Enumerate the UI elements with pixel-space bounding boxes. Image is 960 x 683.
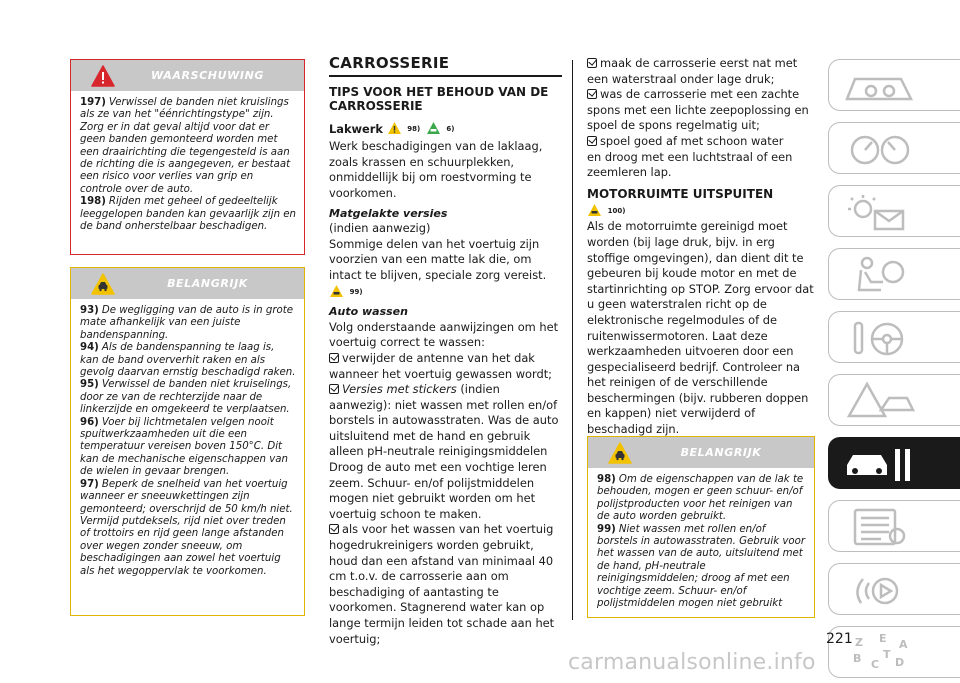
bullet-text: spoel goed af met schoon water bbox=[600, 133, 784, 148]
car-caution-icon bbox=[587, 203, 602, 217]
important-item bbox=[80, 417, 296, 479]
motor-title: MOTORRUIMTE UITSPUITEN bbox=[587, 186, 774, 201]
warning-lights-message-icon bbox=[841, 191, 931, 233]
matgelakte-label: Matgelakte versies bbox=[329, 206, 448, 220]
instrument-gauges-icon bbox=[841, 128, 931, 170]
matgelakte-text: Sommige delen van het voertuig zijn voorzien van een matte lak die, om intact te blijven, speciale zorg vereist. bbox=[329, 236, 547, 282]
lakwerk-label: Lakwerk bbox=[329, 121, 383, 136]
middle-column bbox=[329, 56, 562, 647]
autowassen-intro: Volg onderstaande aanwijzingen om het voertuig correct te wassen: bbox=[329, 319, 559, 350]
technical-data-icon bbox=[841, 506, 931, 548]
svg-text:B: B bbox=[853, 652, 862, 665]
item-number: 98) bbox=[597, 474, 616, 485]
item-text: Beperk de snelheid van het voertuig wanneer er sneeuwkettingen zijn gemonteerd; overschrijd de 50 km/h niet. Vermijd putdeksels, rijd niet over treden of trottoirs en rijd geen lange afstanden over wegen zonder sneeuw, om beschadigingen aan zowel het voertuig als het wegoppervlak te voorkomen. bbox=[80, 478, 293, 577]
svg-text:D: D bbox=[895, 656, 905, 669]
item-text: Niet wassen met rollen en/of borstels in autowasstraten. Gebruik voor het wassen van de auto, uitsluitend met de hand, pH-neutrale reinigingsmiddelen; droog af met een vochtige zeem. Schuur- en/of polijstmiddelen mogen niet gebruikt bbox=[597, 523, 806, 610]
item-text: Verwissel de banden niet kruislings als ze van het "éénrichtingstype" zijn. Zorg er in dat geval altijd voor dat er geen banden gemonteerd worden met een draairichting die tegengesteld is aan de richting die is aangegeven, er bestaat een risico voor verlies van grip en controle over de auto. bbox=[80, 97, 291, 195]
nav-tab-driving[interactable] bbox=[828, 311, 960, 363]
svg-text:Z: Z bbox=[855, 636, 863, 649]
reference-number: 100) bbox=[607, 206, 626, 215]
bullet-item bbox=[329, 351, 562, 382]
reference-number: 99) bbox=[349, 287, 363, 296]
steering-wheel-key-icon bbox=[841, 317, 931, 359]
matgelakte-sub: (indien aanwezig) bbox=[329, 221, 431, 236]
autowassen-label: Auto wassen bbox=[329, 305, 408, 319]
item-text: Als de bandenspanning te laag is, kan de band oververhit raken en als gevolg daarvan ernstig beschadigd raken. bbox=[80, 342, 296, 379]
important-box-header bbox=[71, 268, 304, 299]
motor-text: Als de motorruimte gereinigd moet worden (bij lage druk, bijv. in erg stoffige omgevingen), dan dient dit te gebeuren bij koude motor en met de startinrichting op STOP. Zorg ervoor dat u geen waterstralen richt op de elektronische regelmodules of de ruitenwissermotoren. Laat deze werkzaamheden uitvoeren door een gespecialiseerd bedrijf. Controleer na het reinigen of de verschillende beschermingen (bijv. rubberen doppen en kappen) niet verwijderd of beschadigd zijn. bbox=[587, 219, 814, 437]
lakwerk-heading bbox=[329, 121, 562, 138]
checkbox-bullet-icon bbox=[587, 58, 597, 68]
svg-text:E: E bbox=[879, 632, 887, 645]
nav-tab-instruments[interactable] bbox=[828, 122, 960, 174]
item-number: 97) bbox=[80, 478, 99, 490]
car-caution-icon bbox=[329, 284, 344, 298]
bullet-item bbox=[587, 134, 815, 150]
checkbox-bullet-icon bbox=[329, 524, 339, 534]
motor-ref-line bbox=[587, 203, 815, 220]
checkbox-bullet-icon bbox=[587, 89, 597, 99]
important-item bbox=[80, 379, 296, 416]
item-number: 94) bbox=[80, 342, 99, 354]
warning-triangle-icon bbox=[91, 65, 115, 87]
car-caution-icon bbox=[608, 442, 632, 464]
important-box-left bbox=[70, 267, 305, 616]
hazard-car-icon bbox=[841, 380, 931, 422]
item-text: Rijden met geheel of gedeeltelijk leeggelopen banden kan gevaarlijk zijn en de band onherstelbaar beschadigen. bbox=[80, 196, 296, 233]
reference-number: 98) bbox=[407, 124, 421, 133]
bullet-continuation: en droog met een luchtstraal of een zeemleren lap. bbox=[587, 149, 793, 180]
important-box-title: BELANGRIJK bbox=[167, 277, 248, 290]
warning-box bbox=[70, 59, 305, 255]
bullet-item bbox=[329, 522, 562, 647]
warning-item bbox=[80, 196, 296, 233]
checkbox-bullet-icon bbox=[329, 353, 339, 363]
item-number: 198) bbox=[80, 196, 106, 208]
warning-item bbox=[80, 97, 296, 196]
svg-text:T: T bbox=[883, 648, 891, 661]
important-item bbox=[80, 479, 296, 578]
warning-triangle-icon bbox=[387, 121, 402, 135]
nav-tab-safety[interactable] bbox=[828, 248, 960, 300]
important-box-right bbox=[587, 436, 815, 618]
important-item bbox=[597, 474, 806, 524]
page-number: 221 bbox=[826, 631, 853, 647]
bullet-item bbox=[587, 56, 815, 87]
airbag-seat-icon bbox=[841, 254, 931, 296]
multimedia-icon bbox=[841, 569, 931, 611]
important-item bbox=[80, 305, 296, 342]
matgelakte-paragraph bbox=[329, 237, 562, 300]
nav-tab-technical-data[interactable] bbox=[828, 500, 960, 552]
checkbox-bullet-icon bbox=[587, 136, 597, 146]
bullet-item bbox=[587, 87, 815, 134]
car-wrench-icon bbox=[841, 443, 931, 485]
section-title: CARROSSERIE bbox=[329, 56, 562, 77]
bullet-text: (indien aanwezig): niet wassen met rollen en/of borstels in autowasstraten. Was de auto uitsluitend met de hand en gebruik alleen pH-neutrale reinigingsmiddelen bbox=[329, 382, 559, 459]
checkbox-bullet-icon bbox=[329, 384, 339, 394]
important-box-body bbox=[588, 468, 814, 616]
bullet-text: als voor het wassen van het voertuig hogedrukreinigers worden gebruikt, houd dan een afstand van minimaal 40 cm t.o.v. de carrosserie aan om beschadiging of aantasting te voorkomen. Stagnerend water kan op lange termijn leiden tot schade aan het voertuig; bbox=[329, 522, 555, 646]
warning-box-body bbox=[71, 91, 304, 239]
item-text: Voer bij lichtmetalen velgen nooit spuitwerkzaamheden uit die een temperatuur vereisen boven 150°C. Dit kan de mechanische eigenschappen van de wielen in gevaar brengen. bbox=[80, 416, 288, 478]
bullet-text: maak de carrosserie eerst nat met een waterstraal onder lage druk; bbox=[587, 56, 798, 86]
column-divider bbox=[572, 60, 573, 620]
nav-tab-maintenance[interactable] bbox=[828, 437, 960, 489]
important-box-title: BELANGRIJK bbox=[680, 446, 762, 459]
bullet-continuation: Droog de auto met een vochtige leren zeem. Schuur- en/of polijstmiddelen mogen niet gebruikt worden om het voertuig schoon te maken. bbox=[329, 460, 547, 521]
item-number: 197) bbox=[80, 97, 106, 108]
important-box-body bbox=[71, 299, 304, 584]
car-caution-icon bbox=[91, 273, 115, 295]
nav-tab-emergency[interactable] bbox=[828, 374, 960, 426]
nav-tab-multimedia[interactable] bbox=[828, 563, 960, 615]
item-number: 93) bbox=[80, 305, 99, 316]
important-item bbox=[80, 342, 296, 379]
svg-text:C: C bbox=[871, 658, 880, 671]
nav-tab-warnings[interactable] bbox=[828, 185, 960, 237]
warning-box-header bbox=[71, 60, 304, 91]
item-number: 95) bbox=[80, 379, 99, 391]
item-text: De wegligging van de auto is in grote mate afhankelijk van een juiste bandenspanning. bbox=[80, 305, 294, 341]
important-item bbox=[597, 524, 806, 611]
subsection-title: TIPS VOOR HET BEHOUD VAN DE CARROSSERIE bbox=[329, 84, 549, 113]
item-number: 96) bbox=[80, 416, 99, 428]
bullet-text: was de carrosserie met een zachte spons met een lichte zeepoplossing en spoel de spons regelmatig uit; bbox=[587, 87, 809, 133]
item-text: Verwissel de banden niet kruiselings, door ze van de rechterzijde naar de linkerzijde en omgekeerd te verplaatsen. bbox=[80, 379, 292, 416]
lakwerk-text: Werk beschadigingen van de laklaag, zoals krassen en schuurplekken, onmiddellijk bij om roestvorming te voorkomen. bbox=[329, 139, 543, 200]
item-text: Om de eigenschappen van de lak te behouden, mogen er geen schuur- en/of polijstproducten voor het reinigen van de auto worden gebruikt. bbox=[597, 474, 804, 523]
bullet-italic-text: Versies met stickers bbox=[342, 382, 457, 397]
car-caution-icon bbox=[426, 121, 441, 135]
car-dashboard-icon bbox=[841, 65, 931, 107]
right-column bbox=[587, 56, 815, 438]
svg-text:A: A bbox=[899, 638, 908, 651]
nav-tab-dashboard[interactable] bbox=[828, 59, 960, 111]
alphabetical-index-icon bbox=[841, 632, 931, 674]
bullet-item bbox=[329, 382, 562, 460]
item-number: 99) bbox=[597, 523, 616, 535]
important-box-header bbox=[588, 437, 814, 468]
reference-number: 6) bbox=[446, 124, 455, 133]
watermark: carmanualsonline.info bbox=[568, 650, 816, 675]
chapter-side-nav bbox=[828, 59, 960, 683]
bullet-text: verwijder de antenne van het dak wanneer het voertuig gewassen wordt; bbox=[329, 350, 553, 381]
warning-box-title: WAARSCHUWING bbox=[150, 69, 265, 82]
